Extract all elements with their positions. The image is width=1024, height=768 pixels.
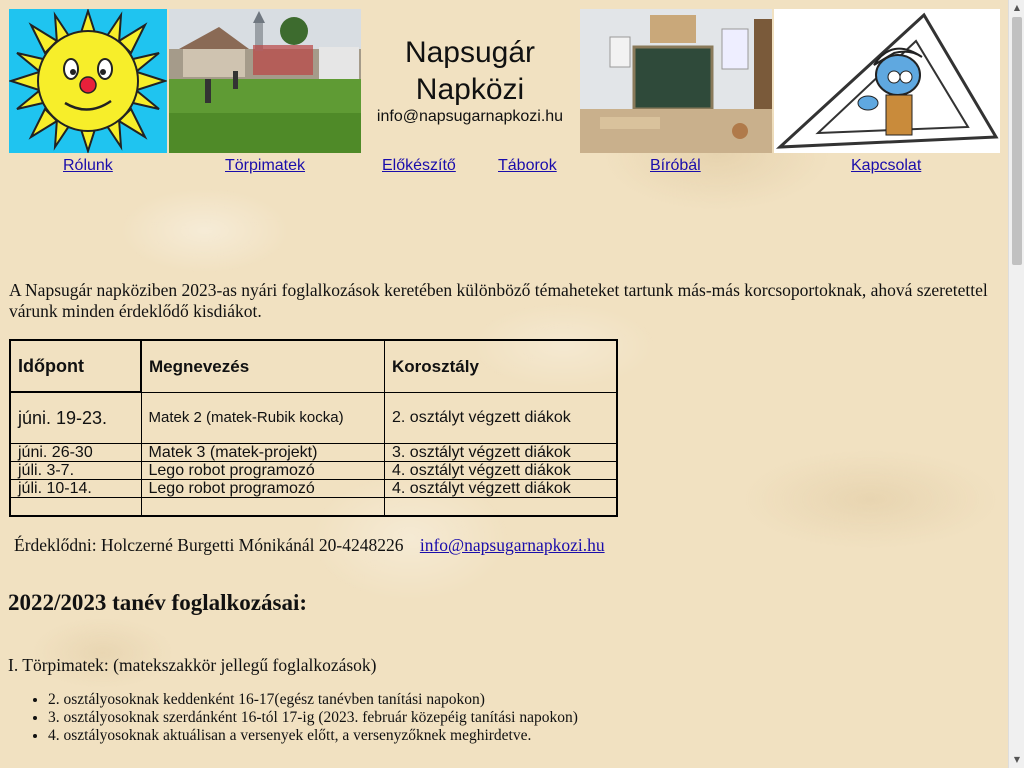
table-cell: Lego robot programozó [141,462,385,480]
header-megnevezes: Megnevezés [141,340,385,392]
header-korosztaly: Korosztály [385,340,618,392]
table-row [10,392,617,444]
site-title-line2: Napközi [415,73,525,106]
table-header-row [10,340,617,392]
header-idopont: Időpont [10,340,141,392]
scroll-up-arrow-icon[interactable]: ▲ [1013,3,1021,12]
activities-list [24,691,578,745]
classroom-photo [580,9,772,153]
smurf-triangle-image [774,9,1000,153]
subsection-title: I. Törpimatek: (matekszakkör jellegű foglalkozások) [8,655,377,675]
table-cell: Matek 3 (matek-projekt) [141,444,385,462]
nav-link-torpimatek[interactable]: Törpimatek [225,157,306,174]
section-title: 2022/2023 tanév foglalkozásai: [8,590,307,615]
list-item: • 2. osztályosoknak keddenként 16-17(egész tanévben tanítási napokon) [48,691,578,709]
nav-link-rolunk[interactable]: Rólunk [63,157,113,174]
table-cell [385,498,618,517]
table-cell [10,498,141,517]
table-cell: júli. 3-7. [10,462,141,480]
contact-text: Érdeklődni: Holczerné Burgetti Mónikánál 20-4248226 [14,535,404,555]
table-row [10,444,617,462]
table-cell: 4. osztályt végzett diákok [385,462,618,480]
contact-email-link[interactable]: info@napsugarnapkozi.hu [419,535,605,555]
table-cell: 2. osztályt végzett diákok [385,392,618,444]
table-row [10,480,617,498]
header-email: info@napsugarnapkozi.hu [376,108,564,125]
nav-link-taborok[interactable]: Táborok [498,157,557,174]
contact-line [14,535,605,556]
sun-logo-image [9,9,167,153]
table-cell: 3. osztályt végzett diákok [385,444,618,462]
nav-link-birobal[interactable]: Bíróbál [650,157,701,174]
table-cell: júli. 10-14. [10,480,141,498]
list-item: • 4. osztályosoknak aktuálisan a versenyek előtt, a versenyzőknek meghirdetve. [48,727,578,745]
table-row-empty [10,498,617,517]
table-cell [141,498,385,517]
site-title-line1: Napsugár [404,36,536,69]
table-cell: Lego robot programozó [141,480,385,498]
table-row [10,462,617,480]
table-cell: 4. osztályt végzett diákok [385,480,618,498]
playground-photo [169,9,361,153]
intro-text: A Napsugár napköziben 2023-as nyári foglalkozások keretében különböző témaheteket tartunk más-más korcsoportoknak, ahová szeretettel várunk minden érdeklődő kisdiákot. [9,280,988,321]
table-cell: júni. 26-30 [10,444,141,462]
list-item: • 3. osztályosoknak szerdánként 16-tól 17-ig (2023. február közepéig tanítási napokon) [48,709,578,727]
table-cell: Matek 2 (matek-Rubik kocka) [141,392,385,444]
nav-link-elokeszito[interactable]: Előkészítő [382,157,456,174]
nav-link-kapcsolat[interactable]: Kapcsolat [851,157,922,174]
table-cell: júni. 19-23. [10,392,141,444]
site-title [362,34,578,108]
schedule-table [9,339,618,517]
scroll-down-arrow-icon[interactable]: ▼ [1013,755,1021,764]
vertical-scrollbar[interactable] [1008,0,1024,768]
scrollbar-thumb[interactable] [1012,17,1022,265]
